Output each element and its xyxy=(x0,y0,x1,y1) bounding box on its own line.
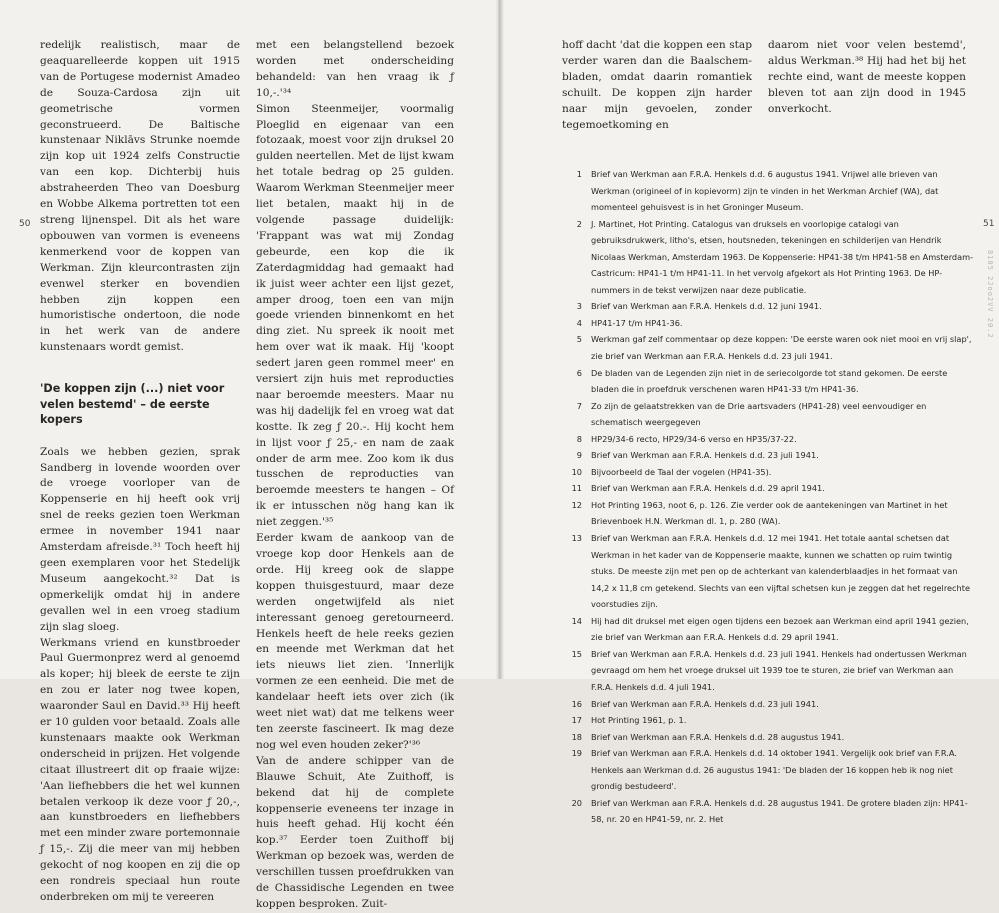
section-heading: 'De koppen zijn (...) niet voor velen bestemd' – de eerste kopers xyxy=(40,382,225,427)
footnote-text: Brief van Werkman aan F.R.A. Henkels d.d. 28 augustus 1941. De grotere bladen zijn: HP41-58, nr. 20 en HP41-59, nr. 2. Het xyxy=(591,797,968,825)
paragraph: Zoals we hebben gezien, sprak Sandberg in lovende woorden over de vroege voorloper van de Koppenserie en hij heeft ook vrij snel de reeks gezien toen Werkman ermee in november 1941 naar Amsterdam afreisde.³¹ Toch heeft hij geen exemplaren voor het Stedelijk Museum aangekocht.³² Dat is opmerkelijk omdat hij in andere gevallen wel in een vroeg stadium zijn slag sloeg. xyxy=(40,445,240,633)
paragraph: Werkmans vriend en kunstbroeder Paul Guermonprez werd al genoemd als koper; hij bleek de eerste te zijn en zou er later nog twee kopen, waaronder Saul en David.³³ Hij heeft er 10 gulden voor betaald. Zoals alle kunstenaars maakte ook Werkman onderscheid in prijzen. Het volgende citaat illustreert dit op fraaie wijze: 'Aan liefhebbers die het wel kunnen betalen verkoop ik deze voor ƒ 20,-, aan kunstbroeders en liefhebbers met een minder zware portemonnaie ƒ 15,-. Zij die meer van mij hebben gekocht of nog koopen en zij die op een rondreis speciaal hun route onderbreken om mij te vereeren xyxy=(40,636,240,903)
footnote-number: 12 xyxy=(571,499,582,510)
footnote-number: 2 xyxy=(576,218,582,229)
footnote-text: HP29/34-6 recto, HP29/34-6 verso en HP35/37-22. xyxy=(591,433,797,444)
footnote-number: 9 xyxy=(576,450,582,461)
footnotes-list xyxy=(562,166,974,828)
footnote-text: Brief van Werkman aan F.R.A. Henkels d.d. 12 mei 1941. Het totale aantal schetsen dat Werkman in het kader van de Koppenserie maakte, kunnen we schatten op ruim twintig stuks. De meeste zijn met pen op de achterkant van kalenderblaadjes in het formaat van 14,2 x 11,8 cm getekend. Slechts van een vijftal schetsen kun je zeggen dat het regelrechte voorstudies zijn. xyxy=(591,533,970,610)
footnote-number: 5 xyxy=(576,334,582,345)
footnote-number: 15 xyxy=(571,648,582,659)
footnote-text: J. Martinet, Hot Printing. Catalogus van druksels en voorlopige catalogi van gebruiksdrukwerk, litho's, etsen, houtsneden, tekeningen en schilderijen van Hendrik Nicolaas Werkman, Amsterdam 1963. De Koppenserie: HP41-38 t/m HP41-58 en Amsterdam-Castricum: HP41-1 t/m HP41-11. In het vervolg afgekort als Hot Printing 1963. De HP-nummers in de tekst verwijzen naar deze publicatie. xyxy=(591,218,974,295)
footnote-item xyxy=(562,613,974,646)
footnote-text: De bladen van de Legenden zijn niet in de seriecolgorde tot stand gekomen. De eerste bladen die in proefdruk verschenen waren HP41-33 t/m HP41-36. xyxy=(591,367,948,395)
page-number-right: 51 xyxy=(983,219,995,229)
footnote-number: 1 xyxy=(576,169,582,179)
footnote-text: Brief van Werkman aan F.R.A. Henkels d.d. 14 oktober 1941. Vergelijk ook brief van F.R.A. Henkels aan Werkman d.d. 26 augustus 1941: 'De bladen der 16 koppen heb ik nog niet grondig bestudeerd'. xyxy=(591,748,957,792)
footnote-text: Bijvoorbeeld de Taal der vogelen (HP41-35). xyxy=(591,466,772,477)
footnote-number: 14 xyxy=(571,615,582,626)
left-page xyxy=(0,0,499,910)
right-column-1 xyxy=(562,38,752,133)
footnote-number: 19 xyxy=(571,748,582,759)
footnote-text: Brief van Werkman aan F.R.A. Henkels d.d. 29 april 1941. xyxy=(591,483,825,494)
paragraph: hoff dacht 'dat die koppen een stap verder waren dan die Baalschem-bladen, omdat daarin romantiek schuilt. De koppen zijn harder naar mijn gevoelen, zonder tegemoetkoming en xyxy=(562,39,752,131)
footnote-text: Zo zijn de gelaatstrekken van de Drie aartsvaders (HP41-28) veel eenvoudiger en schematisch weergegeven xyxy=(591,400,927,428)
paragraph: redelijk realistisch, maar de geaquarelleerde koppen uit 1915 van de Portugese modernist Amadeo de Souza-Cardosa zijn uit geometrische vormen geconstrueerd. De Baltische kunstenaar Niklāvs Strunke noemde zijn kop uit 1924 zelfs Constructie van een kop. Dichterbij huis abstraheerden Theo van Doesburg en Wobbe Alkema portretten tot een streng lijnenspel. Dit als het ware opbouwen van vormen is eveneens kenmerkend voor de koppen van Werkman. Zijn kleurcontrasten zijn evenwel sterker en bovendien hebben zijn koppen een humoristische ondertoon, die node in het werk van de andere kunstenaars wordt gemist. xyxy=(40,39,240,354)
footnote-number: 17 xyxy=(571,715,582,726)
footnote-number: 4 xyxy=(576,317,582,328)
footnote-item xyxy=(562,729,974,746)
footnote-number: 6 xyxy=(576,367,582,378)
side-stamp-text: 8105 2Joo2VV 20.2 xyxy=(986,250,994,339)
right-page xyxy=(500,0,999,825)
footnote-text: Brief van Werkman aan F.R.A. Henkels d.d. 23 juli 1941. xyxy=(591,698,819,709)
footnote-text: Brief van Werkman aan F.R.A. Henkels d.d. 23 juli 1941. Henkels had ondertussen Werkman gevraagd om hem het vroege druksel uit 1939 toe te sturen, zie brief van Werkman aan F.R.A. Henkels d.d. 4 juli 1941. xyxy=(591,648,967,692)
footnote-item xyxy=(562,365,974,398)
footnote-item xyxy=(562,480,974,497)
paragraph: Simon Steenmeijer, voormalig Ploeglid en eigenaar van een fotozaak, moest voor zijn druksel 20 gulden neertellen. Met de lijst kwam het totale bedrag op 25 gulden. Waarom Werkman Steenmeijer meer liet betalen, maakt hij in de volgende passage duidelijk: 'Frappant was wat mij Zondag gebeurde, een kop die ik Zaterdagmiddag had gemaakt had ik juist weer achter een lijst gezet, amper droog, toen een van mijn goede vrienden binnenkomt en het ding ziet. Nu spreek ik nooit met hem over wat ik maak. Hij 'koopt sedert jaren geen rommel meer' en versiert zijn huis met reproducties naar beroemde meesters. Maar nu was hij dadelijk fel en vroeg wat dat kostte. Ik zeg ƒ 20.-. Hij kocht hem in lijst voor ƒ 25,- en nam de zaak onder de arm mee. Zoo kom ik dus tusschen de reproducties van beroemde meesters te hangen – Of ik er intusschen nög hang kan ik niet zeggen.'³⁵ xyxy=(256,102,454,529)
page-number-left: 50 xyxy=(19,219,31,229)
footnote-item xyxy=(562,216,974,299)
footnote-item xyxy=(562,447,974,464)
right-column-2 xyxy=(768,38,966,118)
footnote-item xyxy=(562,464,974,481)
footnote-number: 7 xyxy=(576,400,582,411)
footnote-number: 11 xyxy=(571,483,582,494)
left-column-2 xyxy=(256,38,454,913)
footnote-item xyxy=(562,166,974,216)
footnote-number: 10 xyxy=(571,466,582,477)
footnote-item xyxy=(562,431,974,448)
footnote-text: Werkman gaf zelf commentaar op deze koppen: 'De eerste waren ook niet mooi en vrij slap', zie brief van Werkman aan F.R.A. Henkels d.d. 23 juli 1941. xyxy=(591,334,972,362)
footnote-text: Hot Printing 1963, noot 6, p. 126. Zie verder ook de aantekeningen van Martinet in het Brievenboek H.N. Werkman dl. 1, p. 280 (WA). xyxy=(591,499,948,527)
book-gutter xyxy=(496,0,504,679)
footnote-text: HP41-17 t/m HP41-36. xyxy=(591,317,683,328)
footnote-item xyxy=(562,745,974,795)
footnote-text: Brief van Werkman aan F.R.A. Henkels d.d. 12 juni 1941. xyxy=(591,301,822,312)
footnote-item xyxy=(562,497,974,530)
footnote-number: 20 xyxy=(571,797,582,808)
footnote-text: Brief van Werkman aan F.R.A. Henkels d.d. 28 augustus 1941. xyxy=(591,731,845,742)
footnote-item xyxy=(562,795,974,828)
footnote-item xyxy=(562,712,974,729)
left-column-1 xyxy=(40,38,240,906)
footnote-number: 18 xyxy=(571,731,582,742)
footnote-number: 13 xyxy=(571,533,582,544)
footnote-number: 8 xyxy=(576,433,582,444)
paragraph: Van de andere schipper van de Blauwe Schuit, Ate Zuithoff, is bekend dat hij de complete koppenserie eveneens ter inzage in huis heeft gehad. Hij kocht één kop.³⁷ Eerder toen Zuithoff bij Werkman op bezoek was, werden de verschillen tussen proefdrukken van de Chassidische Legenden en twee koppen besproken. Zuit- xyxy=(256,754,454,910)
footnote-text: Brief van Werkman aan F.R.A. Henkels d.d. 6 augustus 1941. Vrijwel alle brieven van Werkman (origineel of in kopievorm) zijn te vinden in het Werkman Archief (WA), dat momenteel gehuisvest is in het Groninger Museum. xyxy=(591,169,939,213)
footnote-item xyxy=(562,530,974,613)
footnote-item xyxy=(562,398,974,431)
footnote-number: 16 xyxy=(571,698,582,709)
footnote-text: Hij had dit druksel met eigen ogen tijdens een bezoek aan Werkman eind april 1941 gezien, zie brief van Werkman aan F.R.A. Henkels d.d. 29 april 1941. xyxy=(591,615,969,643)
footnote-item xyxy=(562,331,974,364)
footnote-item xyxy=(562,646,974,696)
footnote-item xyxy=(562,315,974,332)
footnote-text: Brief van Werkman aan F.R.A. Henkels d.d. 23 juli 1941. xyxy=(591,450,819,461)
footnote-item xyxy=(562,696,974,713)
footnote-item xyxy=(562,298,974,315)
paragraph: daarom niet voor velen bestemd', aldus Werkman.³⁸ Hij had het bij het rechte eind, want de meeste koppen bleven tot aan zijn dood in 1945 onverkocht. xyxy=(768,39,966,115)
footnote-number: 3 xyxy=(576,301,582,312)
paragraph: met een belangstellend bezoek worden met onderscheiding behandeld: van hen vraag ik ƒ 10,-.'³⁴ xyxy=(256,39,454,99)
footnote-text: Hot Printing 1961, p. 1. xyxy=(591,715,687,726)
paragraph: Eerder kwam de aankoop van de vroege kop door Henkels aan de orde. Hij kreeg ook de slappe koppen thuisgestuurd, maar deze werden ongetwijfeld als niet interessant genoeg geretourneerd. Henkels heeft de hele reeks gezien en meende met Werkman dat het iets nieuws liet zien. 'Innerlijk vormen ze een eenheid. Die met de kandelaar heeft iets over zich (ik weet niet wat) dat me telkens weer ten zeerste fascineert. Ik mag deze nog wel even houden zeker?'³⁶ xyxy=(256,532,454,751)
